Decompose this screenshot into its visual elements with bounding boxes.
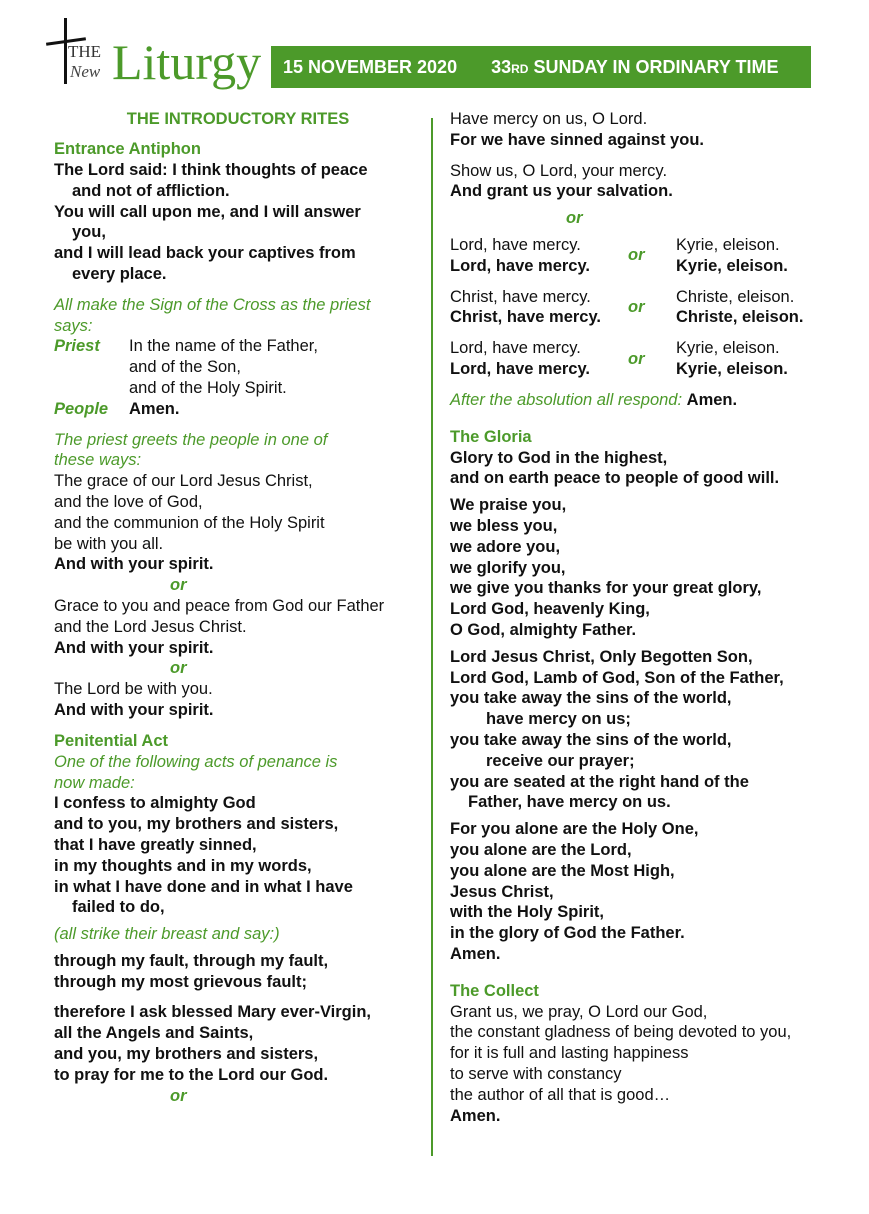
kyrie-response-greek: Christe, eleison. [676, 308, 804, 327]
entrance-line: you, [72, 223, 106, 242]
rubric: now made: [54, 773, 135, 792]
kyrie-response-greek: Kyrie, eleison. [676, 359, 788, 378]
people-label: People [54, 399, 109, 418]
priest-line: and of the Son, [129, 358, 241, 377]
gloria-line: receive our prayer; [486, 751, 635, 770]
gloria-line: in the glory of God the Father. [450, 924, 685, 943]
priest-line: In the name of the Father, [129, 337, 318, 356]
left-column [54, 105, 422, 1106]
gloria-line: have mercy on us; [486, 710, 631, 729]
mercy-line: Have mercy on us, O Lord. [450, 110, 648, 128]
gloria-line: you alone are the Most High, [450, 861, 675, 880]
gloria-line: We praise you, [450, 496, 567, 515]
gloria-line: we bless you, [450, 516, 558, 535]
gloria-line: with the Holy Spirit, [450, 903, 605, 922]
people-response: Amen. [129, 399, 180, 418]
collect-line: the constant gladness of being devoted to you, [450, 1023, 792, 1042]
gloria-line: we glorify you, [450, 558, 566, 577]
gloria-line: O God, almighty Father. [450, 620, 637, 639]
or-divider: or [628, 297, 645, 316]
response: And with your spirit. [54, 700, 214, 719]
greeting-line: Grace to you and peace from God our Father [54, 596, 385, 615]
rubric: says: [54, 316, 93, 335]
gloria-line: you alone are the Lord, [450, 840, 632, 859]
confiteor-line: and you, my brothers and sisters, [54, 1045, 319, 1064]
collect-line: to serve with constancy [450, 1065, 622, 1084]
priest-people-dialogue [54, 336, 318, 419]
rubric: All make the Sign of the Cross as the priest [54, 295, 371, 314]
gloria-line: Father, have mercy on us. [468, 793, 671, 812]
header-banner [271, 46, 811, 88]
rubric: One of the following acts of penance is [54, 752, 338, 771]
kyrie-invocation: Christ, have mercy. [450, 287, 591, 306]
sunday-number: 33 [491, 56, 512, 77]
priest-line: and of the Holy Spirit. [129, 378, 287, 397]
mercy-line: Show us, O Lord, your mercy. [450, 161, 668, 180]
penitential-heading: Penitential Act [54, 731, 168, 750]
gloria-heading: The Gloria [450, 427, 532, 446]
entrance-line: You will call upon me, and I will answer [54, 202, 361, 221]
entrance-heading: Entrance Antiphon [54, 140, 201, 158]
cross-icon [64, 18, 67, 84]
kyrie-invocation: Lord, have mercy. [450, 339, 581, 358]
section-title: THE INTRODUCTORY RITES [126, 110, 350, 128]
entrance-line: and not of affliction. [72, 181, 230, 200]
confiteor-line: through my most grievous fault; [54, 972, 308, 991]
gloria-line: Lord Jesus Christ, Only Begotten Son, [450, 647, 753, 666]
confiteor-line: in what I have done and in what I have [54, 877, 353, 896]
kyrie-response-greek: Kyrie, eleison. [676, 256, 788, 275]
greeting-line: The grace of our Lord Jesus Christ, [54, 472, 313, 491]
or-divider: or [170, 576, 187, 595]
greeting-line: and the love of God, [54, 492, 203, 511]
or-divider: or [566, 209, 583, 228]
kyrie-response: Lord, have mercy. [450, 256, 591, 275]
gloria-line: you take away the sins of the world, [450, 689, 732, 708]
kyrie-response: Christ, have mercy. [450, 308, 602, 327]
kyrie-row [450, 235, 820, 277]
entrance-line: and I will lead back your captives from [54, 244, 356, 263]
collect-amen: Amen. [450, 1106, 501, 1125]
gloria-line: Lord God, heavenly King, [450, 600, 650, 619]
greeting-line: be with you all. [54, 534, 164, 553]
logo-liturgy: Liturgy [112, 34, 262, 90]
date: 15 NOVEMBER 2020 [283, 56, 458, 77]
or-divider: or [170, 1086, 187, 1105]
gloria-line: you are seated at the right hand of the [450, 772, 749, 791]
rubric: The priest greets the people in one of [54, 430, 328, 449]
logo [40, 14, 270, 92]
collect-heading: The Collect [450, 981, 539, 1000]
kyrie-invocation-greek: Kyrie, eleison. [676, 235, 780, 254]
or-divider: or [170, 659, 187, 678]
kyrie-row [450, 287, 820, 329]
kyrie-invocation-greek: Christe, eleison. [676, 287, 795, 306]
confiteor-line: and to you, my brothers and sisters, [54, 815, 339, 834]
entrance-line: every place. [72, 264, 167, 283]
gloria-line: Glory to God in the highest, [450, 448, 668, 467]
response: And with your spirit. [54, 555, 214, 574]
priest-label: Priest [54, 337, 100, 356]
mercy-line: For we have sinned against you. [450, 130, 704, 149]
absolution-amen: Amen. [686, 390, 738, 409]
sunday-title [491, 57, 778, 78]
confiteor-line: in my thoughts and in my words, [54, 856, 312, 875]
gloria-line: Jesus Christ, [450, 882, 554, 901]
confiteor-line: through my fault, through my fault, [54, 951, 329, 970]
gloria-line: you take away the sins of the world, [450, 730, 732, 749]
kyrie-row [450, 338, 820, 380]
confiteor-line: I confess to almighty God [54, 794, 256, 813]
sunday-ordinal: RD [511, 61, 529, 76]
greeting-line: and the Lord Jesus Christ. [54, 617, 247, 636]
entrance-line: The Lord said: I think thoughts of peace [54, 161, 368, 179]
mercy-line: And grant us your salvation. [450, 182, 673, 201]
greeting-line: and the communion of the Holy Spirit [54, 513, 325, 532]
collect-line: the author of all that is good… [450, 1085, 671, 1104]
gloria-line: Amen. [450, 944, 501, 963]
rubric: these ways: [54, 451, 142, 470]
or-divider: or [628, 349, 645, 368]
confiteor-line: failed to do, [72, 898, 165, 917]
gloria-line: and on earth peace to people of good will. [450, 469, 780, 488]
gloria-line: we give you thanks for your great glory, [450, 579, 762, 598]
kyrie-invocation: Lord, have mercy. [450, 235, 581, 254]
collect-line: Grant us, we pray, O Lord our God, [450, 1002, 708, 1021]
sunday-rest: SUNDAY IN ORDINARY TIME [528, 56, 779, 77]
absolution-line [450, 390, 820, 411]
column-divider [431, 118, 433, 1156]
collect-line: for it is full and lasting happiness [450, 1044, 689, 1063]
rubric: (all strike their breast and say:) [54, 925, 280, 944]
gloria-line: Lord God, Lamb of God, Son of the Father, [450, 668, 784, 687]
confiteor-line: that I have greatly sinned, [54, 835, 257, 854]
confiteor-line: all the Angels and Saints, [54, 1024, 254, 1043]
or-divider: or [628, 246, 645, 265]
right-column [450, 109, 820, 1126]
absolution-rubric: After the absolution all respond: [450, 390, 683, 409]
logo-new: New [70, 62, 101, 81]
logo-the: THE [68, 42, 102, 61]
gloria-line: For you alone are the Holy One, [450, 820, 699, 839]
kyrie-response: Lord, have mercy. [450, 359, 591, 378]
response: And with your spirit. [54, 638, 214, 657]
confiteor-line: to pray for me to the Lord our God. [54, 1065, 329, 1084]
kyrie-invocation-greek: Kyrie, eleison. [676, 339, 780, 358]
greeting-line: The Lord be with you. [54, 680, 213, 699]
confiteor-line: therefore I ask blessed Mary ever-Virgin, [54, 1003, 372, 1022]
gloria-line: we adore you, [450, 537, 561, 556]
